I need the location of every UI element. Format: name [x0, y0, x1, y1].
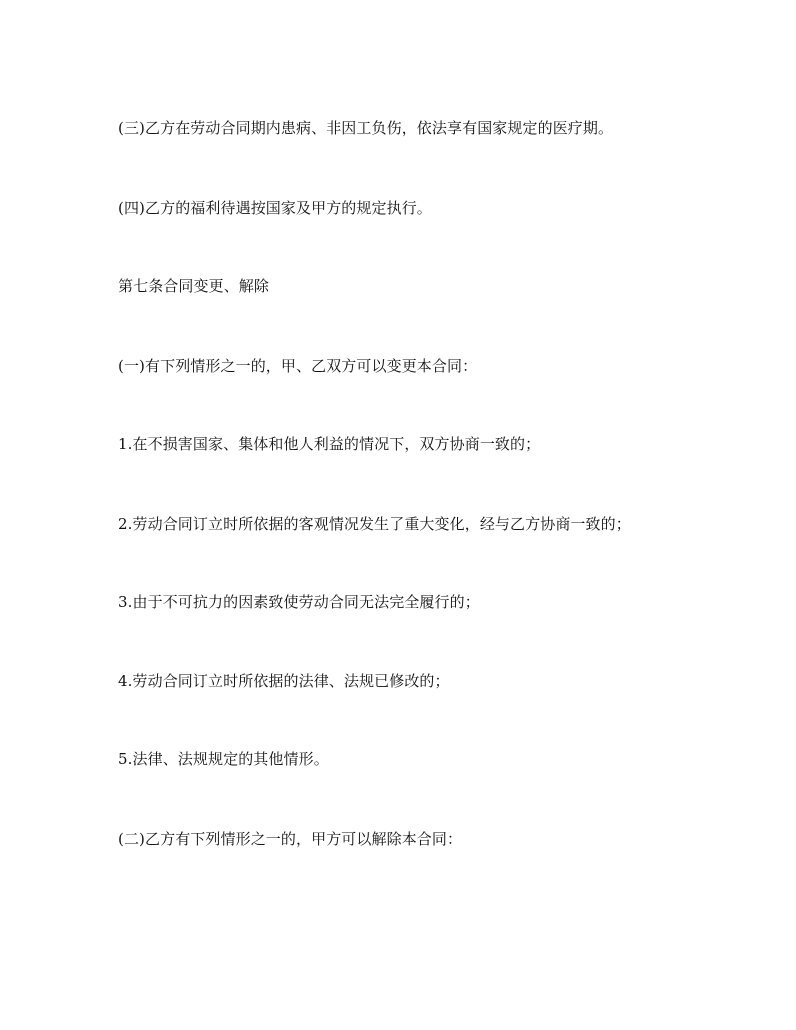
paragraph-welfare: (四)乙方的福利待遇按国家及甲方的规定执行。 — [118, 199, 432, 217]
list-item-3: 3.由于不可抗力的因素致使劳动合同无法完全履行的； — [118, 593, 480, 611]
list-item-1: 1.在不损害国家、集体和他人利益的情况下，双方协商一致的； — [118, 435, 541, 453]
list-item-5: 5.法律、法规规定的其他情形。 — [118, 750, 329, 768]
list-item-4: 4.劳动合同订立时所依据的法律、法规已修改的； — [118, 672, 450, 690]
list-item-2: 2.劳动合同订立时所依据的客观情况发生了重大变化，经与乙方协商一致的； — [118, 515, 631, 533]
paragraph-change-conditions: (一)有下列情形之一的，甲、乙双方可以变更本合同： — [118, 357, 478, 375]
article-seven-heading: 第七条合同变更、解除 — [118, 277, 270, 295]
paragraph-termination-conditions: (二)乙方有下列情形之一的，甲方可以解除本合同： — [118, 830, 463, 848]
paragraph-medical-period: (三)乙方在劳动合同期内患病、非因工负伤，依法享有国家规定的医疗期。 — [118, 119, 614, 137]
